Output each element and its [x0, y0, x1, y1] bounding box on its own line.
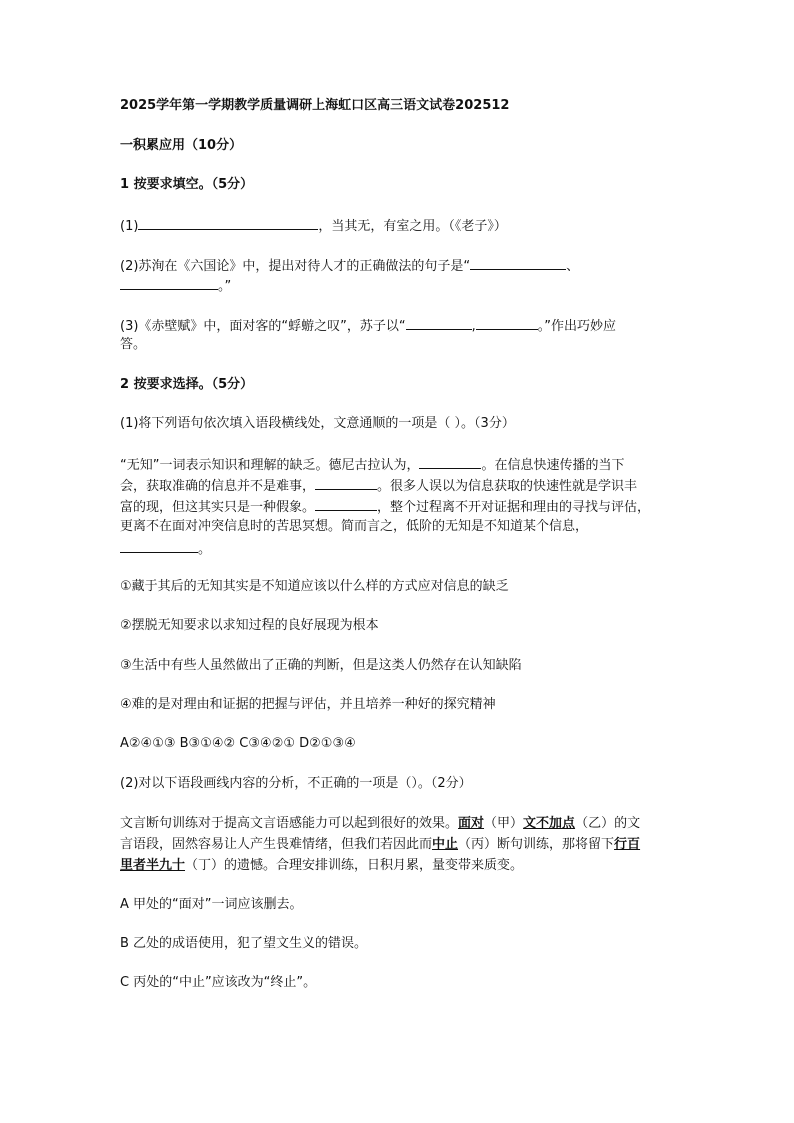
question-2-sub-1: (1)将下列语句依次填入语段横线处，文意通顺的一项是（ ）。（3分）	[120, 416, 515, 431]
passage-text: 富的现，但这其实只是一种假象。	[120, 500, 316, 515]
passage-2-line-3	[120, 856, 680, 876]
answer-blank[interactable]	[419, 454, 481, 469]
passage-1-line-5	[120, 538, 680, 560]
item-text: 。”作出巧妙应	[537, 319, 617, 334]
answer-a: A 甲处的“面对”一词应该删去。	[120, 897, 303, 912]
question-1-item-2-line-1	[120, 255, 680, 277]
option-1: ①藏于其后的无知其实是不知道应该以什么样的方式应对信息的缺乏	[120, 579, 509, 594]
underlined-phrase: 里者半九十	[120, 858, 186, 873]
answer-blank[interactable]	[476, 315, 538, 330]
passage-1-line-1	[120, 454, 680, 476]
question-2-heading: 2 按要求选择。（5分）	[120, 377, 254, 392]
passage-1-line-4: 更离不在面对冲突信息时的苦思冥想。简而言之，低阶的无知是不知道某个信息，	[120, 519, 589, 534]
passage-2-line-2	[120, 835, 680, 855]
passage-text: （丁）的遗憾。合理安排训练，日积月累，量变带来质变。	[185, 858, 524, 873]
answer-b: B 乙处的成语使用，犯了望文生义的错误。	[120, 936, 368, 951]
underlined-phrase: 行百	[614, 837, 641, 852]
answer-blank[interactable]	[120, 538, 198, 553]
question-1-item-1	[120, 215, 680, 237]
section-heading: 一积累应用（10分）	[120, 138, 243, 153]
passage-text: 。在信息快速传播的当下	[481, 458, 625, 473]
passage-text: 会，获取准确的信息并不是难事，	[120, 479, 316, 494]
underlined-phrase: 文不加点	[523, 816, 576, 831]
passage-text: （丙）断句训练，那将留下	[458, 837, 615, 852]
item-text: ，当其无，有室之用。（《老子》）	[318, 219, 507, 234]
answer-blank[interactable]	[406, 315, 472, 330]
option-4: ④难的是对理由和证据的把握与评估，并且培养一种好的探究精神	[120, 697, 496, 712]
passage-1-line-3	[120, 496, 680, 518]
option-2: ②摆脱无知要求以求知过程的良好展现为根本	[120, 618, 379, 633]
question-1-item-2-line-2	[120, 275, 680, 297]
answer-blank[interactable]	[315, 496, 377, 511]
question-2-sub-2: (2)对以下语段画线内容的分析，不正确的一项是（）。（2分）	[120, 776, 472, 791]
passage-text: “无知”一词表示知识和理解的缺乏。德尼古拉认为，	[120, 458, 420, 473]
answer-blank[interactable]	[470, 255, 566, 270]
answer-blank[interactable]	[315, 475, 377, 490]
question-1-item-3-line-2: 答。	[120, 337, 147, 352]
item-text: (3)《赤壁赋》中，面对客的“蜉蝣之叹”，苏子以“	[120, 319, 406, 334]
answer-choices: A②④①③ B③①④② C③④②① D②①③④	[120, 736, 356, 751]
underlined-phrase: 中止	[432, 837, 459, 852]
answer-blank[interactable]	[120, 275, 218, 290]
question-1-item-3-line-1	[120, 315, 680, 337]
exam-title: 2025学年第一学期教学质量调研上海虹口区高三语文试卷202512	[120, 98, 510, 113]
passage-1-line-2	[120, 475, 680, 497]
underlined-phrase: 面对	[458, 816, 485, 831]
item-text: (2)苏洵在《六国论》中，提出对待人才的正确做法的句子是“	[120, 259, 471, 274]
answer-c: C 丙处的“中止”应该改为“终止”。	[120, 975, 317, 990]
passage-text: 。	[198, 542, 212, 557]
item-text: 、	[566, 259, 580, 274]
passage-text: 。很多人误以为信息获取的快速性就是学识丰	[377, 479, 638, 494]
item-text: 。”	[218, 279, 232, 294]
question-1-heading: 1 按要求填空。（5分）	[120, 177, 254, 192]
option-3: ③生活中有些人虽然做出了正确的判断，但是这类人仍然存在认知缺陷	[120, 658, 522, 673]
passage-text: ，整个过程离不开对证据和理由的寻找与评估，	[377, 500, 651, 515]
passage-text: 文言断句训练对于提高文言语感能力可以起到很好的效果。	[120, 816, 459, 831]
item-text: ,	[471, 319, 476, 334]
passage-2-line-1	[120, 814, 680, 834]
passage-text: （乙）的文	[575, 816, 641, 831]
passage-text: （甲）	[484, 816, 524, 831]
item-number: (1)	[120, 219, 139, 234]
answer-blank[interactable]	[138, 215, 318, 230]
passage-text: 言语段，固然容易让人产生畏难情绪，但我们若因此而	[120, 837, 433, 852]
